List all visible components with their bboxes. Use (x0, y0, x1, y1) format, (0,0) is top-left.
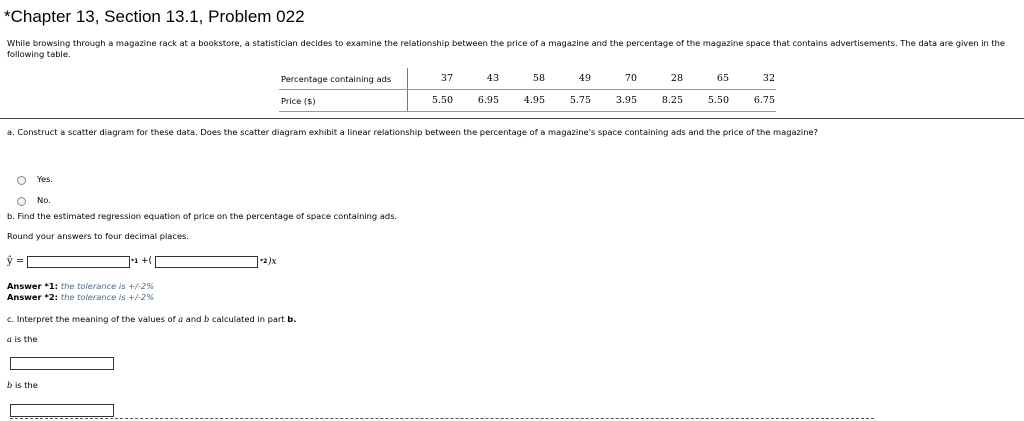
data-table (279, 68, 776, 112)
answer-2-tolerance: the tolerance is +/-2% (60, 292, 155, 302)
table-cell: 37 (408, 68, 455, 90)
round-instruction: Round your answers to four decimal places. (7, 231, 190, 241)
intercept-input[interactable] (27, 256, 130, 268)
slope-input[interactable] (155, 256, 258, 268)
table-cell: 4.95 (500, 90, 546, 112)
table-cell: 6.95 (454, 90, 500, 112)
table-row-percentage (279, 68, 776, 90)
radio-no[interactable] (17, 197, 26, 206)
part-a-question: a. Construct a scatter diagram for these data. Does the scatter diagram exhibit a linear relationship between the percentage of a magazine's space containing ads and the price of the magazine? (7, 127, 818, 137)
close-x: )x (268, 257, 277, 267)
table-cell: 8.25 (638, 90, 684, 112)
table-cell: 49 (546, 68, 592, 90)
part-c-ref: b. (287, 314, 297, 324)
a-var: a (7, 334, 12, 344)
table-cell: 5.50 (684, 90, 730, 112)
table-cell: 70 (592, 68, 638, 90)
table-cell: 3.95 (592, 90, 638, 112)
part-c-suffix: calculated in part (212, 314, 285, 324)
table-cell: 28 (638, 68, 684, 90)
a-is-the-label (7, 334, 37, 344)
radio-no-label: No. (37, 195, 51, 205)
a-is-text: is the (14, 334, 38, 344)
part-c-prefix: c. Interpret the meaning of the values of (7, 314, 176, 324)
b-var: b (7, 380, 13, 390)
answer-1-tolerance: the tolerance is +/-2% (60, 281, 155, 291)
b-is-text: is the (14, 380, 38, 390)
answer-mark-2: *2 (260, 258, 268, 265)
part-c-question (7, 314, 296, 324)
cut-off-text-line (10, 418, 874, 419)
table-cell: 6.75 (730, 90, 776, 112)
table-row-price (279, 90, 776, 112)
page-title: *Chapter 13, Section 13.1, Problem 022 (4, 7, 305, 26)
plus-paren: +( (141, 256, 153, 266)
answer-1-line (7, 281, 154, 291)
table-cell: 32 (730, 68, 776, 90)
part-c-and: and (185, 314, 202, 324)
y-hat-symbol: ŷ = (7, 256, 25, 267)
answer-mark-1: *1 (131, 258, 139, 265)
table-cell: 58 (500, 68, 546, 90)
a-meaning-dropdown[interactable] (10, 357, 114, 370)
b-is-the-label (7, 380, 38, 390)
part-b-question: b. Find the estimated regression equation of price on the percentage of space containing ads. (7, 211, 398, 221)
row-label-percentage: Percentage containing ads (279, 68, 408, 90)
table-cell: 5.75 (546, 90, 592, 112)
part-c-var-b: b (204, 314, 210, 324)
answer-2-label: Answer *2: (7, 292, 58, 302)
part-c-var-a: a (178, 314, 184, 324)
b-meaning-dropdown[interactable] (10, 404, 114, 417)
table-cell: 65 (684, 68, 730, 90)
radio-yes[interactable] (17, 176, 26, 185)
table-cell: 43 (454, 68, 500, 90)
row-label-price: Price ($) (279, 90, 408, 112)
answer-1-label: Answer *1: (7, 281, 58, 291)
table-cell: 5.50 (408, 90, 455, 112)
radio-yes-label: Yes. (37, 174, 54, 184)
answer-2-line (7, 292, 154, 302)
section-divider (0, 118, 1024, 119)
problem-intro: While browsing through a magazine rack at a bookstore, a statistician decides to examine the relationship between the price of a magazine and the percentage of the magazine space that contains advertisements. The data are given in the following table. (7, 38, 1006, 59)
